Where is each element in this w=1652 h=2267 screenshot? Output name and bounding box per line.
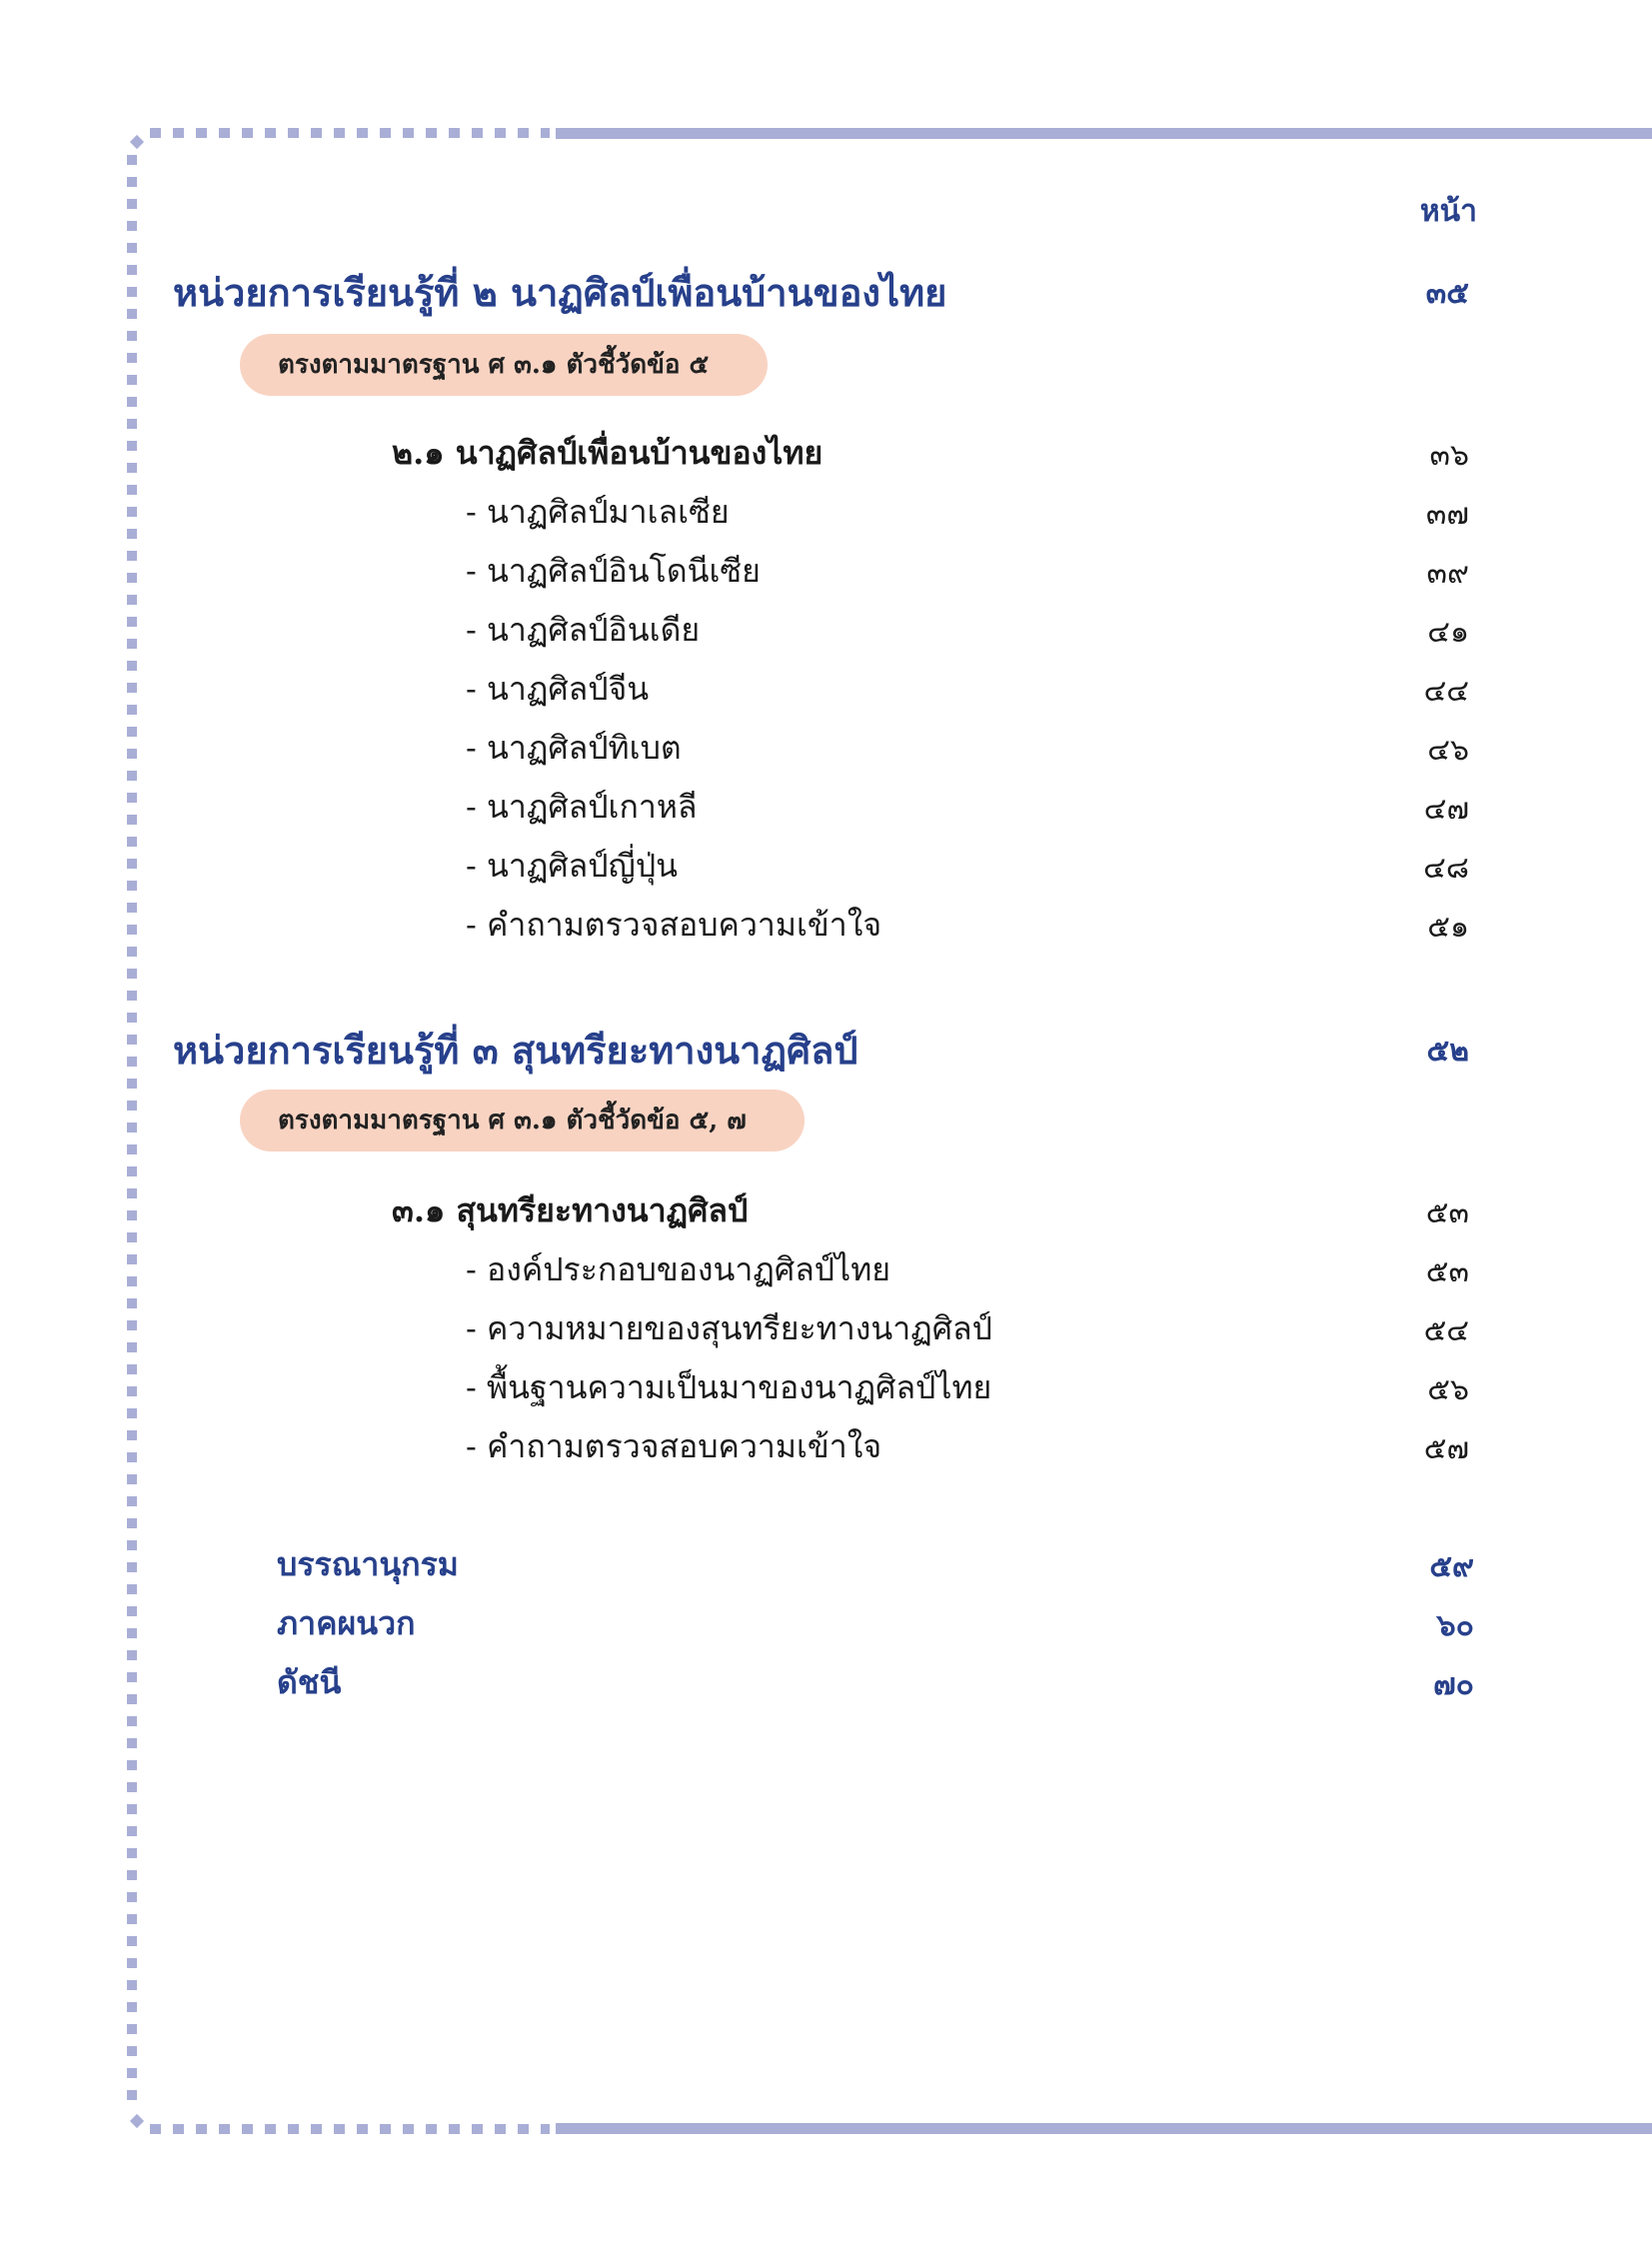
toc-item-page: ๓๙: [1426, 556, 1469, 591]
toc-item-page: ๕๖: [1427, 1372, 1469, 1407]
unit-title: หน่วยการเรียนรู้ที่ ๒ นาฏศิลป์เพื่อนบ้านของไทย: [173, 270, 947, 315]
toc-item: - นาฏศิลป์ทิเบต: [466, 729, 682, 767]
toc-item-page: ๔๔: [1423, 674, 1469, 709]
section-title: ๒.๑ นาฏศิลป์เพื่อนบ้านของไทย: [392, 434, 824, 472]
frame-top-dotted-border: [150, 128, 550, 138]
unit-page-number: ๕๒: [1426, 1034, 1469, 1069]
back-matter-title: บรรณานุกรม: [277, 1545, 459, 1583]
back-matter-page: ๖๐: [1436, 1608, 1474, 1643]
standard-badge: ตรงตามมาตรฐาน ศ ๓.๑ ตัวชี้วัดข้อ ๕: [240, 334, 768, 396]
toc-item: - ความหมายของสุนทรียะทางนาฏศิลป์: [466, 1309, 992, 1347]
toc-item: - นาฏศิลป์จีน: [466, 670, 650, 708]
toc-item: - คำถามตรวจสอบความเข้าใจ: [466, 906, 882, 944]
toc-item: - นาฏศิลป์เกาหลี: [466, 788, 698, 826]
frame-top-solid-border: [556, 128, 1652, 139]
unit-page-number: ๓๕: [1425, 276, 1469, 311]
toc-item: - องค์ประกอบของนาฏศิลป์ไทย: [466, 1250, 891, 1288]
toc-item-page: ๕๓: [1425, 1254, 1469, 1289]
toc-item-page: ๔๘: [1423, 851, 1469, 886]
section-title: ๓.๑ สุนทรียะทางนาฏศิลป์: [392, 1191, 749, 1229]
toc-item: - นาฏศิลป์อินโดนีเซีย: [466, 552, 761, 590]
toc-item-page: ๔๗: [1423, 792, 1469, 827]
section-page-number: ๓๖: [1429, 438, 1469, 473]
standard-badge: ตรงตามมาตรฐาน ศ ๓.๑ ตัวชี้วัดข้อ ๕, ๗: [240, 1090, 805, 1151]
toc-item-page: ๓๗: [1425, 497, 1469, 532]
toc-item: - นาฏศิลป์ญี่ปุ่น: [466, 847, 678, 885]
frame-bottom-solid-border: [556, 2123, 1652, 2134]
frame-corner-diamond-icon: [130, 135, 144, 149]
back-matter-title: ดัชนี: [277, 1663, 342, 1701]
toc-item-page: ๕๔: [1423, 1313, 1469, 1348]
section-page-number: ๕๓: [1425, 1195, 1469, 1230]
toc-item: - พื้นฐานความเป็นมาของนาฏศิลป์ไทย: [466, 1368, 992, 1406]
back-matter-page: ๕๙: [1429, 1549, 1474, 1584]
toc-item: - นาฏศิลป์อินเดีย: [466, 611, 701, 649]
toc-item-page: ๕๑: [1427, 910, 1469, 945]
back-matter-title: ภาคผนวก: [277, 1604, 416, 1642]
back-matter-page: ๗๐: [1433, 1667, 1474, 1702]
frame-bottom-dotted-border: [150, 2124, 550, 2134]
toc-item-page: ๕๗: [1423, 1431, 1469, 1466]
toc-item: - นาฏศิลป์มาเลเซีย: [466, 493, 730, 531]
frame-left-dotted-border: [127, 155, 137, 2109]
toc-item-page: ๔๖: [1427, 733, 1469, 768]
page-column-label: หน้า: [1419, 194, 1477, 229]
frame-corner-diamond-icon: [130, 2114, 144, 2128]
toc-item-page: ๔๑: [1427, 615, 1469, 650]
toc-item: - คำถามตรวจสอบความเข้าใจ: [466, 1427, 882, 1465]
unit-title: หน่วยการเรียนรู้ที่ ๓ สุนทรียะทางนาฏศิลป์: [173, 1028, 858, 1073]
